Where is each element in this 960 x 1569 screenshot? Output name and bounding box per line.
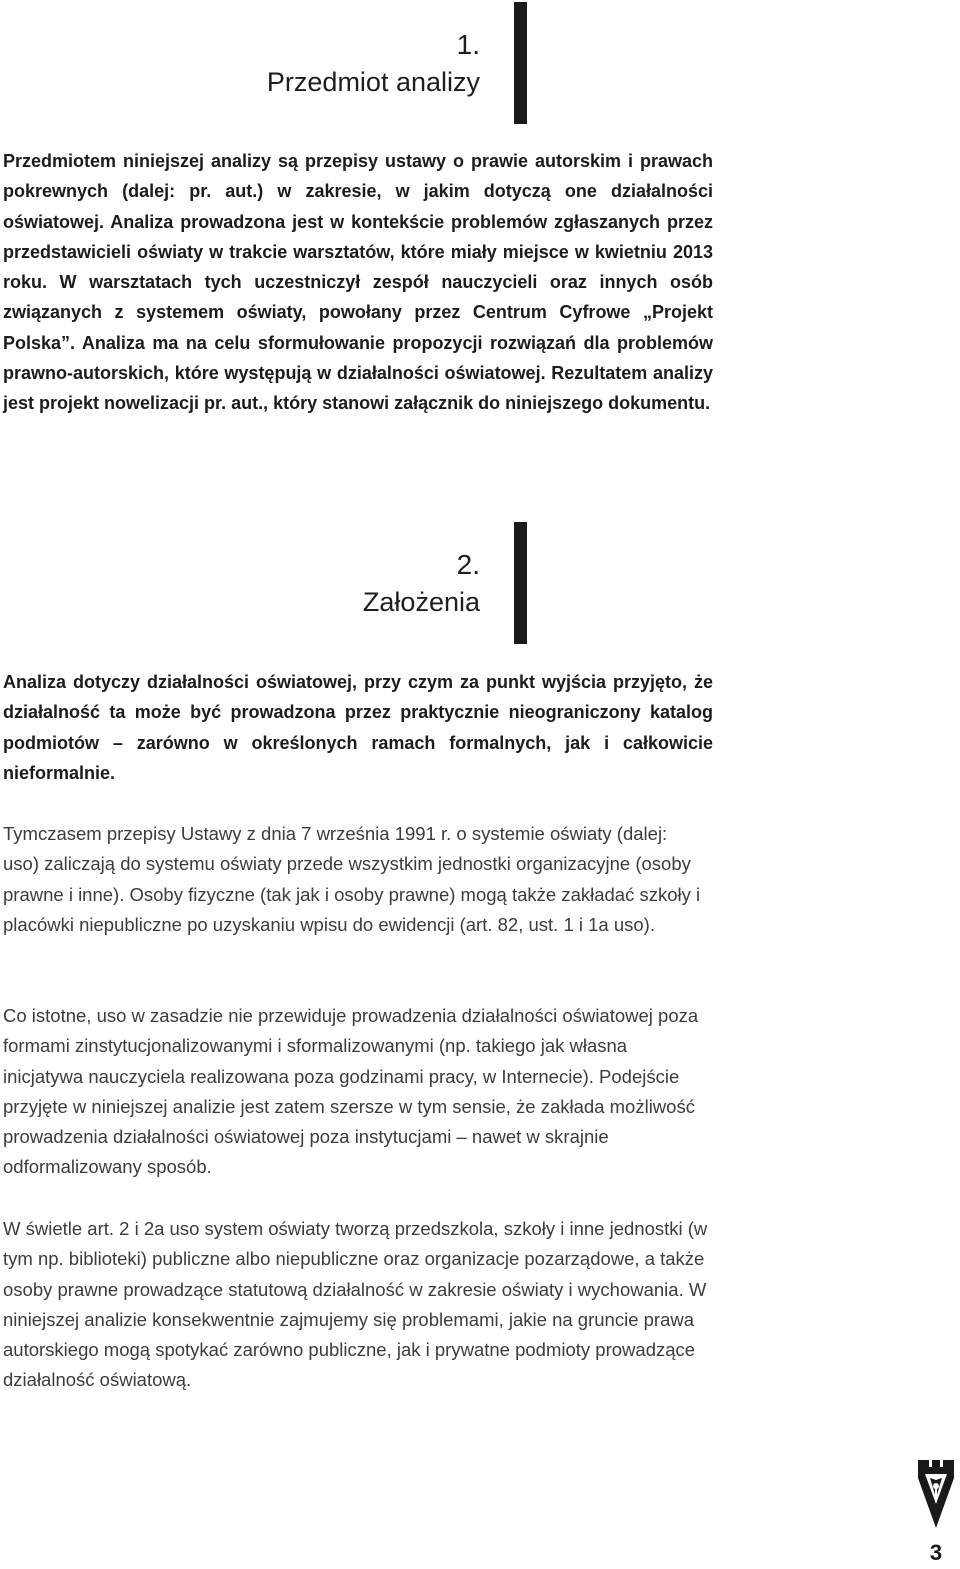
section-2-heading [363, 548, 480, 620]
section-2-lead-paragraph: Analiza dotyczy działalności oświatowej, przy czym za punkt wyjścia przyjęto, że działalność ta może być prowadzona przez praktycznie nieograniczony katalog podmiotów – zarówno w określonych ramach formalnych, jak i całkowicie nieformalnie. [3, 672, 713, 783]
section-2-paragraph-3: W świetle art. 2 i 2a uso system oświaty tworzą przedszkola, szkoły i inne jednostki (w tym np. biblioteki) publiczne albo niepubliczne oraz organizacje pozarządowe, a także osoby prawne prowadzące statutową działalność w zakresie oświaty i wychowania. W niniejszej analizie konsekwentnie zajmujemy się problemami, jakie na gruncie prawa autorskiego mogą spotykać zarówno publiczne, jak i prywatne podmioty prowadzące działalność oświatową. [3, 1218, 708, 1391]
section-1-paragraph: Przedmiotem niniejszej analizy są przepisy ustawy o prawie autorskim i prawach pokrewnych (dalej: pr. aut.) w zakresie, w jakim dotyczą one działalności oświatowej. Analiza prowadzona jest w kontekście problemów zgłaszanych przez przedstawicieli oświaty w trakcie warsztatów, które miały miejsce w kwietniu 2013 roku. W warsztatach tych uczestniczył zespół nauczycieli oraz innych osób związanych z systemem oświaty, powołany przez Centrum Cyfrowe „Projekt Polska”. Analiza ma na celu sformułowanie propozycji rozwiązań dla problemów prawno-autorskich, które występują w działalności oświatowej. Rezultatem analizy jest projekt nowelizacji pr. aut., który stanowi załącznik do niniejszego dokumentu. [3, 151, 713, 414]
section-1-number: 1. [456, 29, 480, 60]
section-2-paragraph-1: Tymczasem przepisy Ustawy z dnia 7 września 1991 r. o systemie oświaty (dalej: uso) zaliczają do systemu oświaty przede wszystkim jednostki organizacyjne (osoby prawne i inne). Osoby fizyczne (tak jak i osoby prawne) mogą także zakładać szkoły i placówki niepubliczne po uzyskaniu wpisu do ewidencji (art. 82, ust. 1 i 1a uso). [3, 823, 701, 935]
section-2-title: Założenia [362, 587, 480, 617]
section-2-number: 2. [456, 549, 480, 580]
page-number: 3 [929, 1540, 943, 1565]
section-1-heading [267, 28, 480, 100]
section-2-paragraph-2: Co istotne, uso w zasadzie nie przewiduje prowadzenia działalności oświatowej poza formami zinstytucjonalizowanymi i sformalizowanymi (np. takiego jak własna inicjatywa nauczyciela realizowana poza godzinami pracy, w Internecie). Podejście przyjęte w niniejszej analizie jest zatem szersze w tym sensie, że zakłada możliwość prowadzenia działalności oświatowej poza instytucjami – nawet w skrajnie odformalizowany sposób. [3, 1005, 699, 1178]
section-2-bar [514, 522, 527, 644]
pen-nib-icon [916, 1458, 956, 1530]
section-1-title: Przedmiot analizy [266, 67, 480, 97]
section-1-bar [514, 2, 527, 124]
